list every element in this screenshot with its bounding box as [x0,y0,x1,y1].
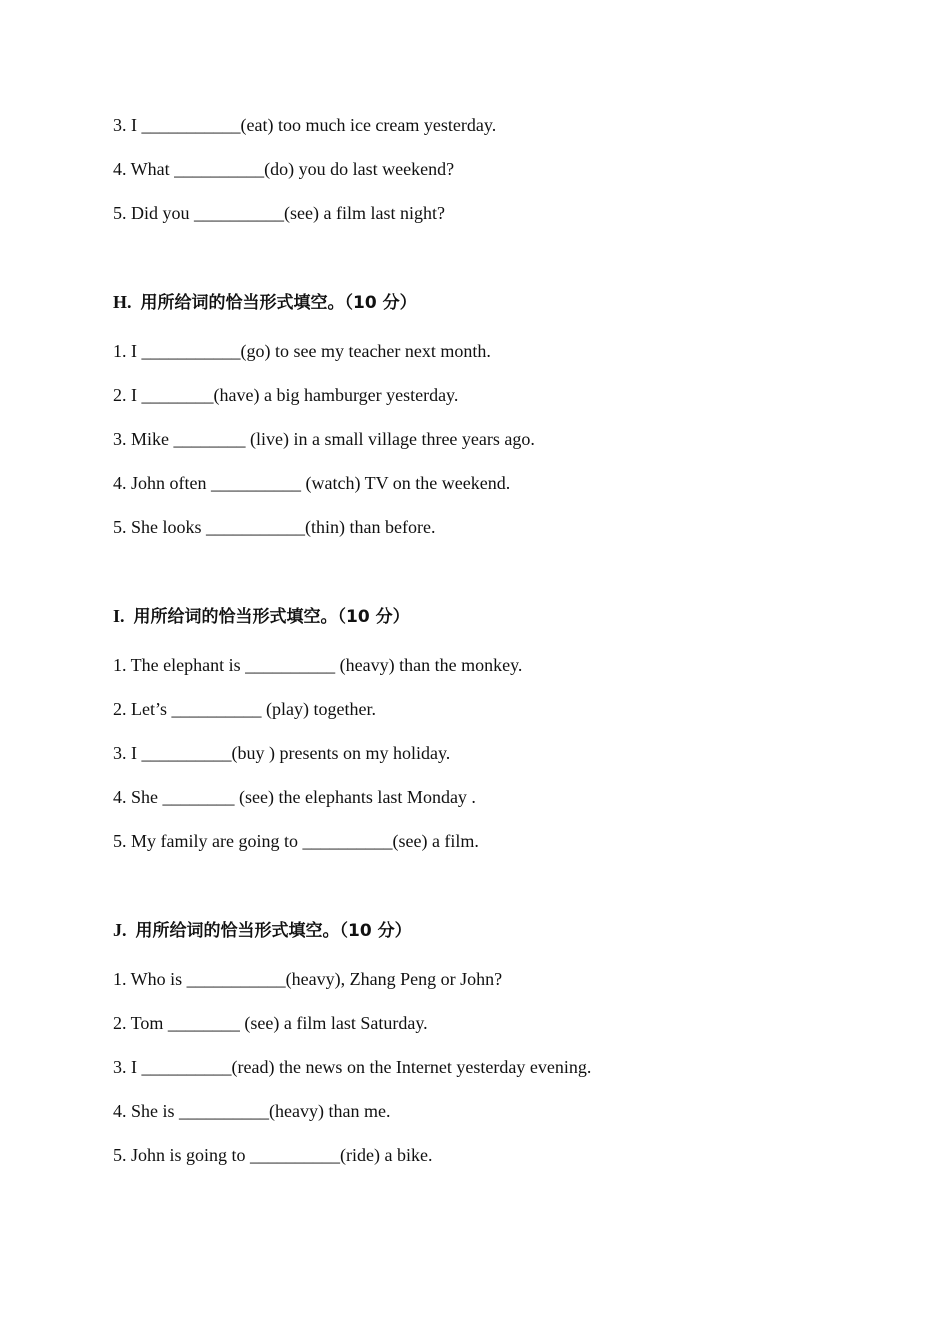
question-j-3: 3. I __________(read) the news on the Internet yesterday evening. [113,1057,592,1077]
question-j-5: 5. John is going to __________(ride) a bike. [113,1145,433,1165]
question-h-5: 5. She looks ___________(thin) than before. [113,517,436,537]
question-i-1: 1. The elephant is __________ (heavy) than the monkey. [113,655,523,675]
question-i-5: 5. My family are going to __________(see) a film. [113,831,479,851]
question-j-1: 1. Who is ___________(heavy), Zhang Peng or John? [113,969,503,989]
question-i-4: 4. She ________ (see) the elephants last Monday . [113,787,476,807]
question-i-2: 2. Let’s __________ (play) together. [113,699,376,719]
question-g-5: 5. Did you __________(see) a film last night? [113,203,445,223]
question-h-3: 3. Mike ________ (live) in a small village three years ago. [113,429,535,449]
question-j-4: 4. She is __________(heavy) than me. [113,1101,391,1121]
section-j-letter: J. [113,920,127,940]
question-i-3: 3. I __________(buy ) presents on my holiday. [113,743,451,763]
section-h-instruction: 用所给词的恰当形式填空。（10 分） [140,293,417,313]
question-h-2: 2. I ________(have) a big hamburger yesterday. [113,385,459,405]
section-j-heading [113,918,412,943]
question-g-3: 3. I ___________(eat) too much ice cream yesterday. [113,115,497,135]
question-g-4: 4. What __________(do) you do last weekend? [113,159,455,179]
question-h-1: 1. I ___________(go) to see my teacher next month. [113,341,491,361]
section-i-letter: I. [113,606,125,626]
section-i-heading [113,604,410,629]
question-h-4: 4. John often __________ (watch) TV on the weekend. [113,473,511,493]
section-j-instruction: 用所给词的恰当形式填空。（10 分） [135,921,412,941]
section-h-letter: H. [113,292,132,312]
section-i-instruction: 用所给词的恰当形式填空。（10 分） [133,607,410,627]
question-j-2: 2. Tom ________ (see) a film last Saturday. [113,1013,428,1033]
section-h-heading [113,290,417,315]
